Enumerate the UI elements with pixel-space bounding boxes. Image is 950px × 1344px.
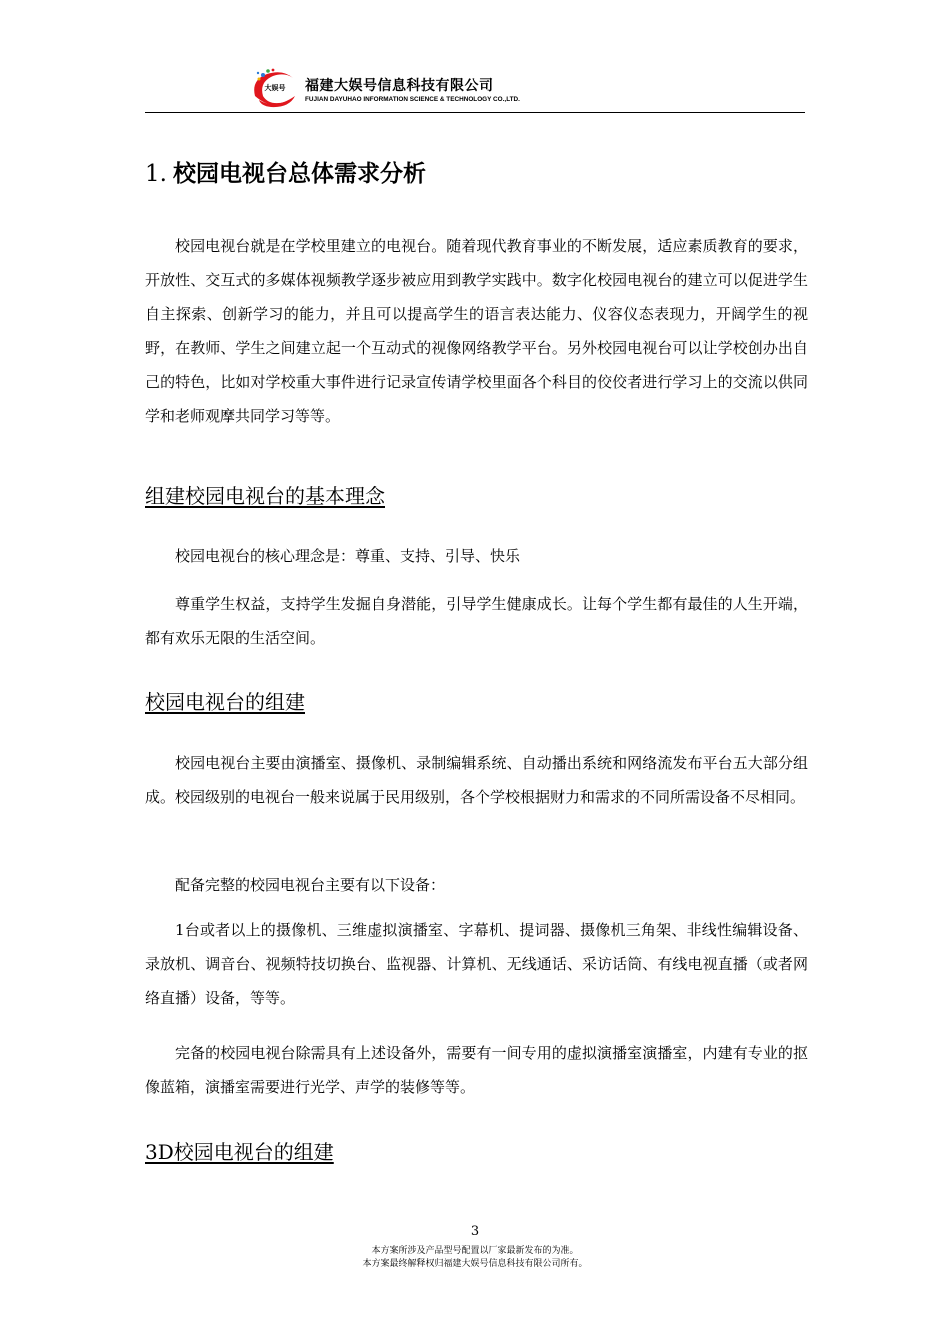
logo-text: 大娱号 [264,84,286,92]
footer-disclaimer-1: 本方案所涉及产品型号配置以厂家最新发布的为准。 [371,1246,579,1256]
footer-disclaimer-2: 本方案最终解释权归福建大娱号信息科技有限公司所有。 [362,1259,588,1269]
company-logo [249,66,299,108]
page-number: 3 [470,1224,480,1239]
company-name-cn: 福建大娱号信息科技有限公司 [305,78,494,94]
section-title [145,155,426,188]
build-paragraph-1: 校园电视台主要由演播室、摄像机、录制编辑系统、自动播出系统和网络流发布平台五大部分组成。校园级别的电视台一般来说属于民用级别，各个学校根据财力和需求的不同所需设备不尽相同。 [145,754,808,806]
build-paragraph-3: 1台或者以上的摄像机、三维虚拟演播室、字幕机、提词器、摄像机三角架、非线性编辑设备、录放机、调音台、视频特技切换台、监视器、计算机、无线通话、采访话筒、有线电视直播（或者网络直播）设备，等等。 [145,921,808,1007]
heading-basic-concept: 组建校园电视台的基本理念 [145,484,385,508]
page-header [145,66,805,113]
section-title-text: 校园电视台总体需求分析 [172,161,426,187]
concept-paragraph-2: 尊重学生权益，支持学生发掘自身潜能，引导学生健康成长。让每个学生都有最佳的人生开端，都有欢乐无限的生活空间。 [145,595,808,647]
build-paragraph-2: 配备完整的校园电视台主要有以下设备： [175,876,446,894]
heading-3d-station-build: 3D校园电视台的组建 [145,1140,334,1164]
build-paragraph-4: 完备的校园电视台除需具有上述设备外，需要有一间专用的虚拟演播室演播室，内建有专业的抠像蓝箱，演播室需要进行光学、声学的装修等等。 [145,1044,808,1096]
intro-paragraph: 校园电视台就是在学校里建立的电视台。随着现代教育事业的不断发展，适应素质教育的要求，开放性、交互式的多媒体视频教学逐步被应用到教学实践中。数字化校园电视台的建立可以促进学生自主探索、创新学习的能力，并且可以提高学生的语言表达能力、仪容仪态表现力，开阔学生的视野，在教师、学生之间建立起一个互动式的视像网络教学平台。另外校园电视台可以让学校创办出自己的特色，比如对学校重大事件进行记录宣传请学校里面各个科目的佼佼者进行学习上的交流以供同学和老师观摩共同学习等等。 [145,237,808,425]
heading-station-build: 校园电视台的组建 [145,690,305,714]
company-name-en: FUJIAN DAYUHAO INFORMATION SCIENCE & TECHNOLOGY CO.,LTD. [305,96,520,103]
concept-paragraph-1: 校园电视台的核心理念是：尊重、支持、引导、快乐 [175,547,521,565]
section-number: 1. [145,161,167,187]
